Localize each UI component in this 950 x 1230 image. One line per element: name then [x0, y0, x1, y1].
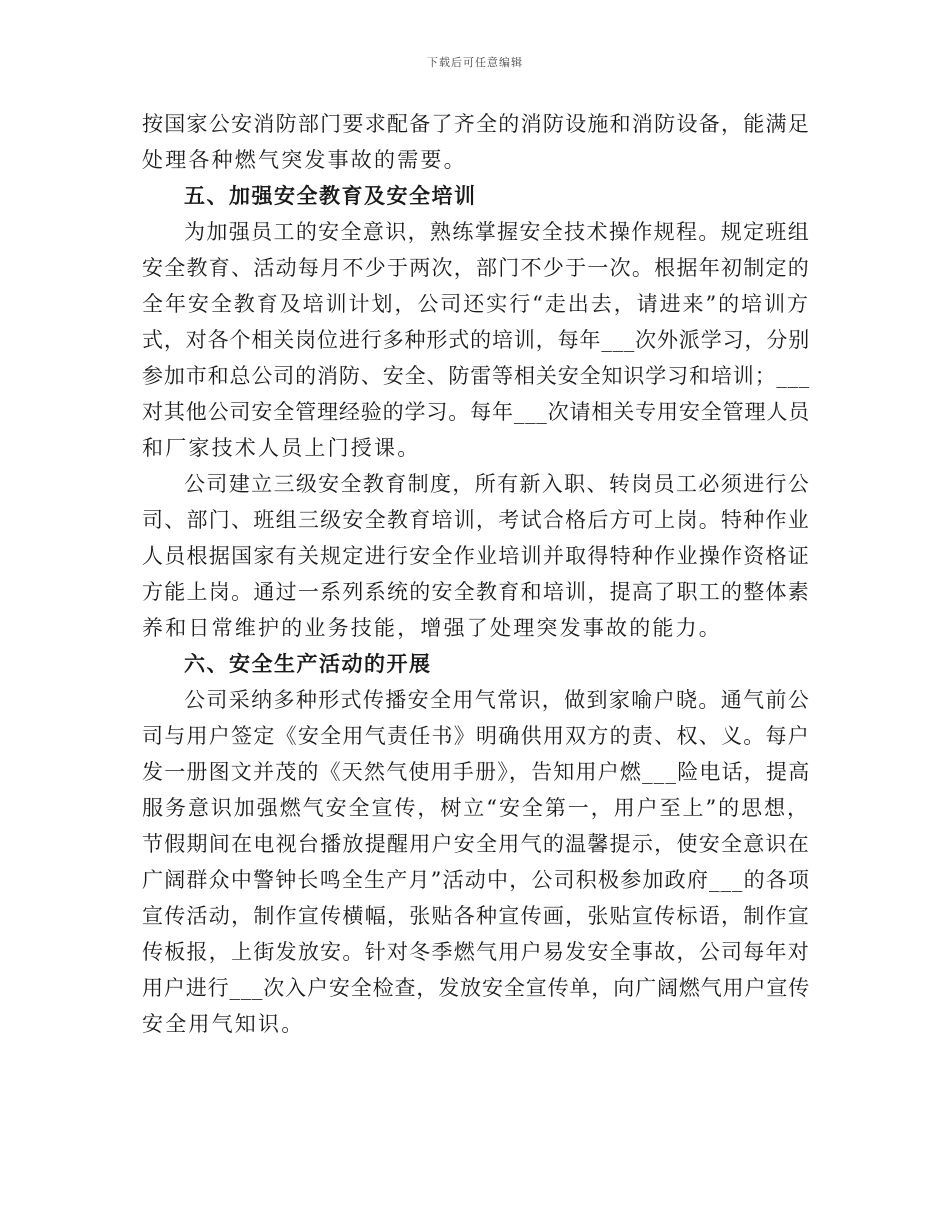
text-line: 人员根据国家有关规定进行安全作业培训并取得特种作业操作资格证 — [142, 544, 810, 568]
section-heading: 六、安全生产活动的开展 — [184, 651, 432, 676]
text-line: 发一册图文并茂的《天然气使用手册》，告知用户燃___险电话，提高 — [142, 760, 811, 784]
text-line: 式，对各个相关岗位进行多种形式的培训，每年___次外派学习，分别 — [142, 328, 810, 352]
text-line: 传板报，上街发放安。针对冬季燃气用户易发安全事故，公司每年对 — [142, 940, 810, 964]
text-line: 安全用气知识。 — [142, 1012, 305, 1036]
page-header: 下载后可任意编辑 — [427, 56, 523, 69]
text-line: 对其他公司安全管理经验的学习。每年___次请相关专用安全管理人员 — [142, 400, 810, 424]
text-line: 养和日常维护的业务技能，增强了处理突发事故的能力。 — [142, 616, 722, 640]
document-body — [142, 106, 810, 1042]
text-line: 为加强员工的安全意识，熟练掌握安全技术操作规程。规定班组 — [184, 220, 810, 244]
text-line: 处理各种燃气突发事故的需要。 — [142, 148, 467, 172]
text-line: 公司建立三级安全教育制度，所有新入职、转岗员工必须进行公 — [184, 472, 810, 496]
text-line: 参加市和总公司的消防、安全、防雷等相关安全知识学习和培训；___ — [142, 364, 810, 388]
section-heading: 五、加强安全教育及安全培训 — [184, 183, 477, 208]
text-line: 宣传活动，制作宣传横幅，张贴各种宣传画，张贴宣传标语，制作宣 — [142, 904, 810, 928]
text-line: 司、部门、班组三级安全教育培训，考试合格后方可上岗。特种作业 — [142, 508, 810, 532]
text-line: 用户进行___次入户安全检查，发放安全宣传单，向广阔燃气用户宣传 — [142, 976, 810, 1000]
text-line: 按国家公安消防部门要求配备了齐全的消防设施和消防设备，能满足 — [142, 112, 810, 136]
text-line: 安全教育、活动每月不少于两次，部门不少于一次。根据年初制定的 — [142, 256, 810, 280]
text-line: 和厂家技术人员上门授课。 — [142, 436, 421, 460]
text-line: 公司采纳多种形式传播安全用气常识，做到家喻户晓。通气前公 — [184, 688, 810, 712]
text-line: 方能上岗。通过一系列系统的安全教育和培训，提高了职工的整体素 — [142, 580, 810, 604]
text-line: 节假期间在电视台播放提醒用户安全用气的温馨提示，使安全意识在 — [142, 832, 810, 856]
text-line: 服务意识加强燃气安全宣传，树立“安全第一，用户至上”的思想， — [142, 796, 810, 820]
text-line: 司与用户签定《安全用气责任书》明确供用双方的责、权、义。每户 — [142, 724, 810, 748]
text-line: 广阔群众中警钟长鸣全生产月”活动中，公司积极参加政府___的各项 — [142, 868, 810, 892]
text-line: 全年安全教育及培训计划，公司还实行“走出去，请进来”的培训方 — [142, 292, 810, 316]
